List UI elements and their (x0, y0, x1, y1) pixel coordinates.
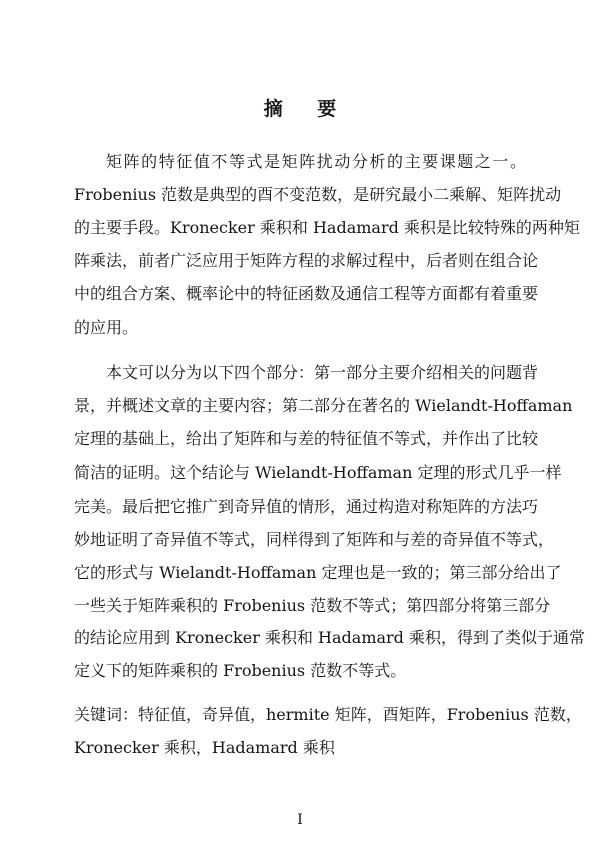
paragraph-1-line-2: Frobenius 范数是典型的酉不变范数，是研究最小二乘解、矩阵扰动 (74, 185, 562, 204)
paragraph-2-line-4: 简洁的证明。这个结论与 Wielandt-Hoffaman 定理的形式几乎一样 (74, 463, 562, 482)
paragraph-2-line-1: 本文可以分为以下四个部分：第一部分主要介绍相关的问题背 (106, 363, 539, 382)
paragraph-2-line-9: 的结论应用到 Kronecker 乘积和 Hadamard 乘积，得到了类似于通常 (74, 628, 586, 647)
page-title: 摘 要 (263, 98, 351, 120)
paragraph-1-line-6: 的应用。 (74, 318, 139, 337)
paragraph-1-line-3: 的主要手段。Kronecker 乘积和 Hadamard 乘积是比较特殊的两种矩 (74, 218, 580, 237)
paragraph-2-line-3: 定理的基础上，给出了矩阵和与差的特征值不等式，并作出了比较 (74, 429, 539, 448)
paragraph-2-line-8: 一些关于矩阵乘积的 Frobenius 范数不等式；第四部分将第三部分 (74, 596, 551, 615)
paragraph-2-line-5: 完美。最后把它推广到奇异值的情形，通过构造对称矩阵的方法巧 (74, 497, 539, 516)
paragraph-1-line-5: 中的组合方案、概率论中的特征函数及通信工程等方面都有着重要 (74, 284, 539, 303)
paragraph-1-line-1: 矩阵的特征值不等式是矩阵扰动分析的主要课题之一。 (106, 152, 526, 171)
page-number: I (297, 812, 303, 828)
keywords-line-1: 关键词：特征值，奇异值，hermite 矩阵，酉矩阵，Frobenius 范数， (74, 705, 582, 724)
paragraph-2-line-10: 定义下的矩阵乘积的 Frobenius 范数不等式。 (74, 661, 407, 680)
paragraph-2-line-6: 妙地证明了奇异值不等式，同样得到了矩阵和与差的奇异值不等式， (74, 530, 555, 549)
paragraph-1-line-4: 阵乘法，前者广泛应用于矩阵方程的求解过程中，后者则在组合论 (74, 251, 539, 270)
paragraph-2-line-2: 景，并概述文章的主要内容；第二部分在著名的 Wielandt-Hoffaman (74, 396, 573, 415)
keywords-line-2: Kronecker 乘积，Hadamard 乘积 (74, 738, 335, 757)
paragraph-2-line-7: 它的形式与 Wielandt-Hoffaman 定理也是一致的；第三部分给出了 (74, 563, 562, 582)
